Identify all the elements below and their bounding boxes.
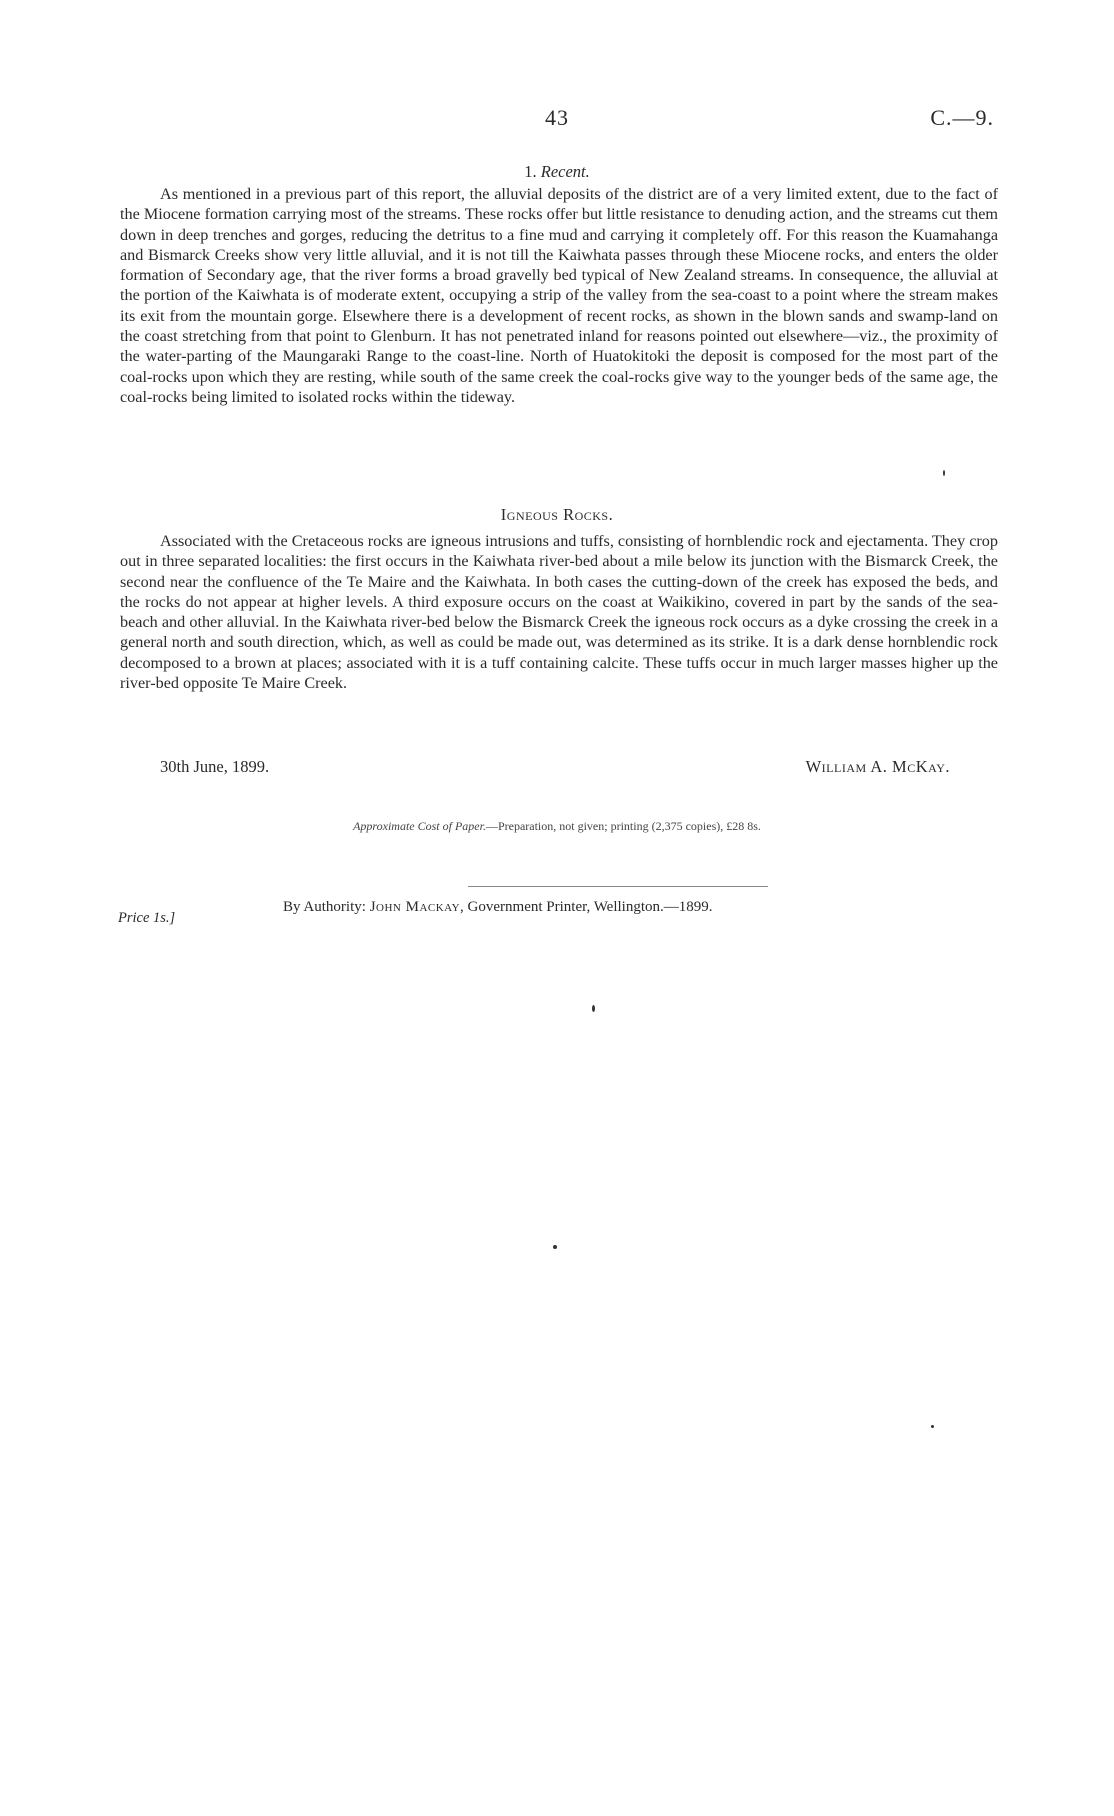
signature-name: William A. McKay.	[805, 757, 950, 776]
page-number: 43	[545, 105, 569, 130]
section-number: 1.	[524, 162, 537, 181]
authority-suffix: , Government Printer, Wellington.—1899.	[460, 899, 713, 915]
paragraph-igneous: Associated with the Cretaceous rocks are igneous intrusions and tuffs, consisting of hornblendic rock and ejectamenta. They crop out in three separated localities: the first occurs in the Kaiwhata river-bed about a mile below its junction with the Bismarck Creek, the second near the confluence of the Te Maire and the Kaiwhata. In both cases the cutting-down of the creek has exposed the beds, and the rocks do not appear at higher levels. A third exposure occurs on the coast at Waikikino, covered in part by the sands of the sea-beach and other alluvial. In the Kaiwhata river-bed below the Bismarck Creek the igneous rock occurs as a dyke crossing the creek in a general north and south direction, which, as well as could be made out, was determined as its strike. It is a dark dense hornblendic rock decomposed to a brown at places; associated with it is a tuff containing calcite. These tuffs occur in much larger masses higher up the river-bed opposite Te Maire Creek.	[120, 532, 998, 693]
print-speck	[943, 470, 945, 476]
paragraph-recent: As mentioned in a previous part of this report, the alluvial deposits of the district are of a very limited extent, due to the fact of the Miocene formation carrying most of the streams. These rocks offer but little resistance to denuding action, and the streams cut them down in deep trenches and gorges, reducing the detritus to a fine mud and carrying it completely off. For this reason the Kuamahanga and Bismarck Creeks show very little alluvial, and it is not till the Kaiwhata passes through these Miocene rocks, and enters the older formation of Secondary age, that the river forms a broad gravelly bed typical of New Zealand streams. In consequence, the alluvial at the portion of the Kaiwhata is of moderate extent, occupying a strip of the valley from the sea-coast to a point where the stream makes its exit from the mountain gorge. Elsewhere there is a development of recent rocks, as shown in the blown sands and swamp-land on the coast stretching from that point to Glenburn. It has not penetrated inland for reasons pointed out elsewhere—viz., the proximity of the water-parting of the Maungaraki Range to the coast-line. North of Huatokitoki the deposit is composed for the most part of the coal-rocks upon which they are resting, while south of the same creek the coal-rocks give way to the younger beds of the same age, the coal-rocks being limited to isolated rocks within the tideway.	[120, 185, 998, 406]
heading-recent	[0, 162, 1114, 182]
section-title-recent: Recent.	[540, 162, 590, 181]
cost-note	[0, 819, 1114, 834]
cost-note-label: Approximate Cost of Paper.	[353, 819, 486, 833]
printer-authority	[283, 899, 713, 916]
print-speck	[553, 1245, 557, 1249]
cost-note-text: —Preparation, not given; printing (2,375 copies), £28 8s.	[485, 819, 761, 833]
print-speck	[592, 1005, 595, 1012]
print-speck	[931, 1425, 934, 1428]
heading-igneous-rocks: Igneous Rocks.	[500, 505, 614, 524]
document-reference: C.—9.	[930, 105, 994, 130]
price-note: Price 1s.]	[118, 910, 176, 926]
section-recent-body	[120, 184, 998, 407]
authority-prefix: By Authority:	[283, 899, 370, 915]
signature-date: 30th June, 1899.	[160, 757, 270, 776]
section-igneous-body	[120, 531, 998, 693]
printer-name: John Mackay	[369, 899, 461, 915]
divider-rule	[468, 886, 768, 887]
